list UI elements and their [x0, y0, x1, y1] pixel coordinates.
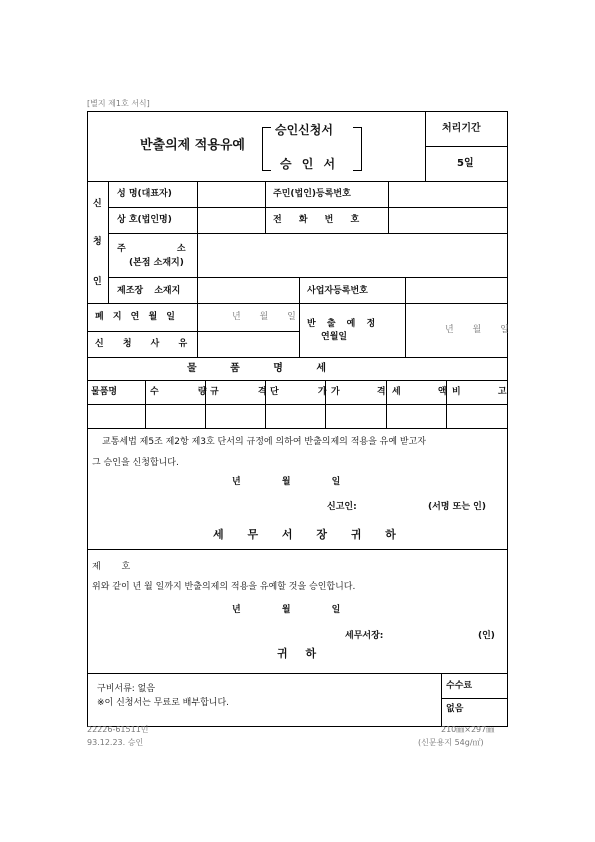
company-name-label: 상 호(법인명) — [117, 215, 172, 225]
application-text-line-2: 그 승인을 신청합니다. — [92, 458, 179, 468]
col-spec: 규 격 — [210, 387, 267, 397]
paper-type: (신문용지 54g/㎡) — [418, 738, 484, 747]
approval-number-label: 제 호 — [92, 562, 131, 572]
form-code: 22226-61511민 — [87, 725, 149, 734]
paper-size: 210㎜×297㎜ — [441, 725, 495, 734]
export-date-label: 반 출 예 정 — [307, 319, 376, 329]
factory-location-label: 제조장 소재지 — [117, 286, 181, 296]
address-field[interactable] — [198, 234, 507, 276]
title-option-application: 승인신청서 — [275, 123, 333, 137]
title-option-approval: 승 인 서 — [280, 157, 339, 171]
application-date[interactable]: 년 월 일 — [232, 477, 341, 487]
col-price: 가 격 — [331, 387, 386, 397]
business-number-field[interactable] — [406, 278, 507, 302]
applicant-side-char-3: 인 — [93, 277, 102, 287]
address-sub-label: (본점 소재지) — [129, 258, 184, 268]
processing-period-value: 5일 — [457, 158, 474, 169]
seal-mark: (인) — [478, 631, 495, 641]
name-field[interactable] — [198, 182, 264, 206]
form-number: [별지 제1호 서식] — [87, 99, 150, 108]
applicant-side-char-2: 청 — [93, 237, 102, 247]
approval-text-line: 위와 같이 년 월 일까지 반출의제의 적용을 유예할 것을 승인합니다. — [92, 582, 356, 592]
application-text-line-1: 교통세법 제5조 제2항 제3호 단서의 규정에 의하여 반출의제의 적용을 유예 받고자 — [102, 437, 426, 447]
company-name-field[interactable] — [198, 208, 264, 232]
signature-note: (서명 또는 인) — [428, 502, 486, 512]
factory-location-field[interactable] — [198, 278, 298, 302]
form-title: 반출의제 적용유예 — [140, 138, 245, 153]
reason-label: 신 청 사 유 — [95, 339, 188, 349]
col-tax: 세 액 — [392, 387, 447, 397]
free-distribution-note: ※이 신청서는 무료로 배부합니다. — [97, 698, 230, 708]
required-documents: 구비서류: 없음 — [97, 684, 156, 694]
col-item-name: 물품명 — [91, 387, 118, 397]
registration-number-label: 주민(법인)등록번호 — [273, 189, 351, 199]
approval-date: 년 월 일 — [232, 605, 341, 615]
applicant-side-char-1: 신 — [93, 199, 102, 209]
processing-period-label: 처리기간 — [442, 123, 481, 134]
business-number-label: 사업자등록번호 — [307, 286, 368, 296]
tax-office-addressee: 세 무 서 장 귀 하 — [213, 528, 399, 541]
col-unit-price: 단 가 — [270, 387, 327, 397]
closure-date-label: 폐 지 연 월 일 — [95, 312, 176, 322]
phone-label: 전 화 번 호 — [273, 215, 360, 225]
col-quantity: 수 량 — [150, 387, 207, 397]
tax-chief-label: 세무서장: — [345, 631, 384, 641]
approval-addressee: 귀 하 — [277, 647, 317, 660]
registration-number-field[interactable] — [389, 182, 507, 206]
goods-section-title: 물 품 명 세 — [187, 363, 327, 374]
col-remarks: 비 고 — [452, 387, 507, 397]
closure-date-value[interactable]: 년 월 일 — [232, 312, 296, 322]
applicant-signer-label: 신고인: — [327, 502, 357, 512]
address-label: 주 소 — [117, 244, 186, 254]
export-date-value[interactable]: 년 월 일 — [445, 325, 509, 335]
name-label: 성 명(대표자) — [117, 189, 172, 199]
phone-field[interactable] — [389, 208, 507, 232]
goods-row[interactable] — [88, 405, 507, 427]
reason-field[interactable] — [198, 332, 298, 356]
fee-value: 없음 — [446, 704, 464, 714]
fee-label: 수수료 — [446, 681, 473, 691]
export-date-sub-label: 연월일 — [321, 332, 348, 342]
approval-date-note: 93.12.23. 승인 — [87, 738, 144, 747]
